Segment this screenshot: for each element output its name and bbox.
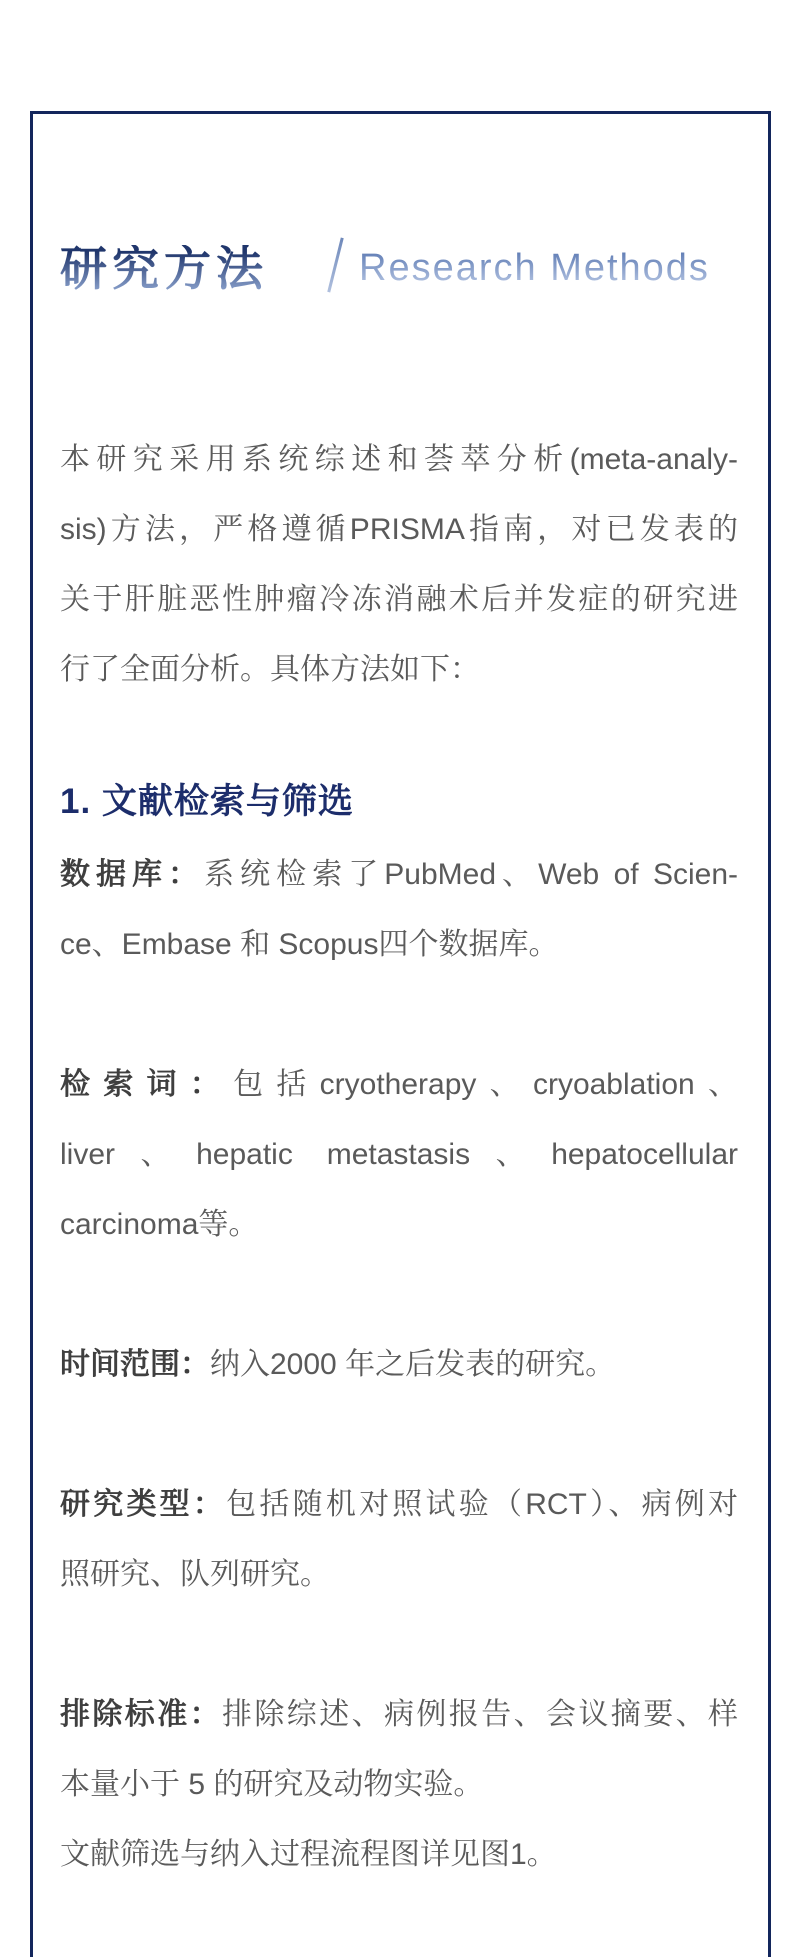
term-label: 排除标准： [60, 1698, 222, 1731]
paragraph-line [60, 1330, 738, 1400]
intro-line: 行了全面分析。具体方法如下： [60, 653, 480, 686]
paragraph-line [60, 1050, 738, 1120]
paragraph-text: 纳入2000 年之后发表的研究。 [210, 1348, 616, 1381]
term-label: 研究类型： [60, 1488, 227, 1521]
paragraph-study-types [60, 1470, 738, 1610]
paragraph-text: 包括cryotherapy、cryoablation、 [233, 1068, 738, 1101]
intro-line: sis)方法，严格遵循PRISMA指南，对已发表的 [60, 513, 738, 546]
intro-line: 关于肝脏恶性肿瘤冷冻消融术后并发症的研究进 [60, 583, 738, 616]
paragraph-time-range [60, 1330, 738, 1400]
intro-line: 本研究采用系统综述和荟萃分析(meta-analy- [60, 443, 738, 476]
paragraph-line: ce、Embase 和 Scopus四个数据库。 [60, 928, 559, 961]
term-label: 检索词： [60, 1068, 234, 1101]
section-title-row [60, 228, 738, 308]
paragraph-line: liver、hepatic metastasis、hepatocellular [60, 1138, 738, 1171]
slash-divider-icon [327, 237, 343, 292]
paragraph-text: 系统检索了PubMed、Web of Scien- [204, 858, 738, 891]
intro-paragraph [60, 425, 738, 705]
page-title-english: Research Methods [359, 247, 710, 289]
page-title: 研究方法 [60, 241, 268, 295]
section-heading: 1. 文献检索与筛选 [60, 782, 354, 821]
term-label: 数据库： [60, 858, 205, 891]
paragraph-databases [60, 840, 738, 980]
paragraph-line: 本量小于 5 的研究及动物实验。 [60, 1768, 484, 1801]
paragraph-line: carcinoma等。 [60, 1208, 259, 1241]
paragraph-line [60, 840, 738, 910]
paragraph-line [60, 1680, 738, 1750]
flowchart-note [60, 1820, 738, 1890]
paragraph-text: 包括随机对照试验（RCT）、病例对 [226, 1488, 739, 1521]
paragraph-search-terms [60, 1050, 738, 1260]
paragraph-exclusion-criteria [60, 1680, 738, 1820]
paragraph-line [60, 1470, 738, 1540]
paragraph-line: 文献筛选与纳入过程流程图详见图1。 [60, 1838, 557, 1871]
paragraph-line: 照研究、队列研究。 [60, 1558, 330, 1591]
term-label: 时间范围： [60, 1348, 210, 1381]
paragraph-text: 排除综述、病例报告、会议摘要、样 [222, 1698, 738, 1731]
